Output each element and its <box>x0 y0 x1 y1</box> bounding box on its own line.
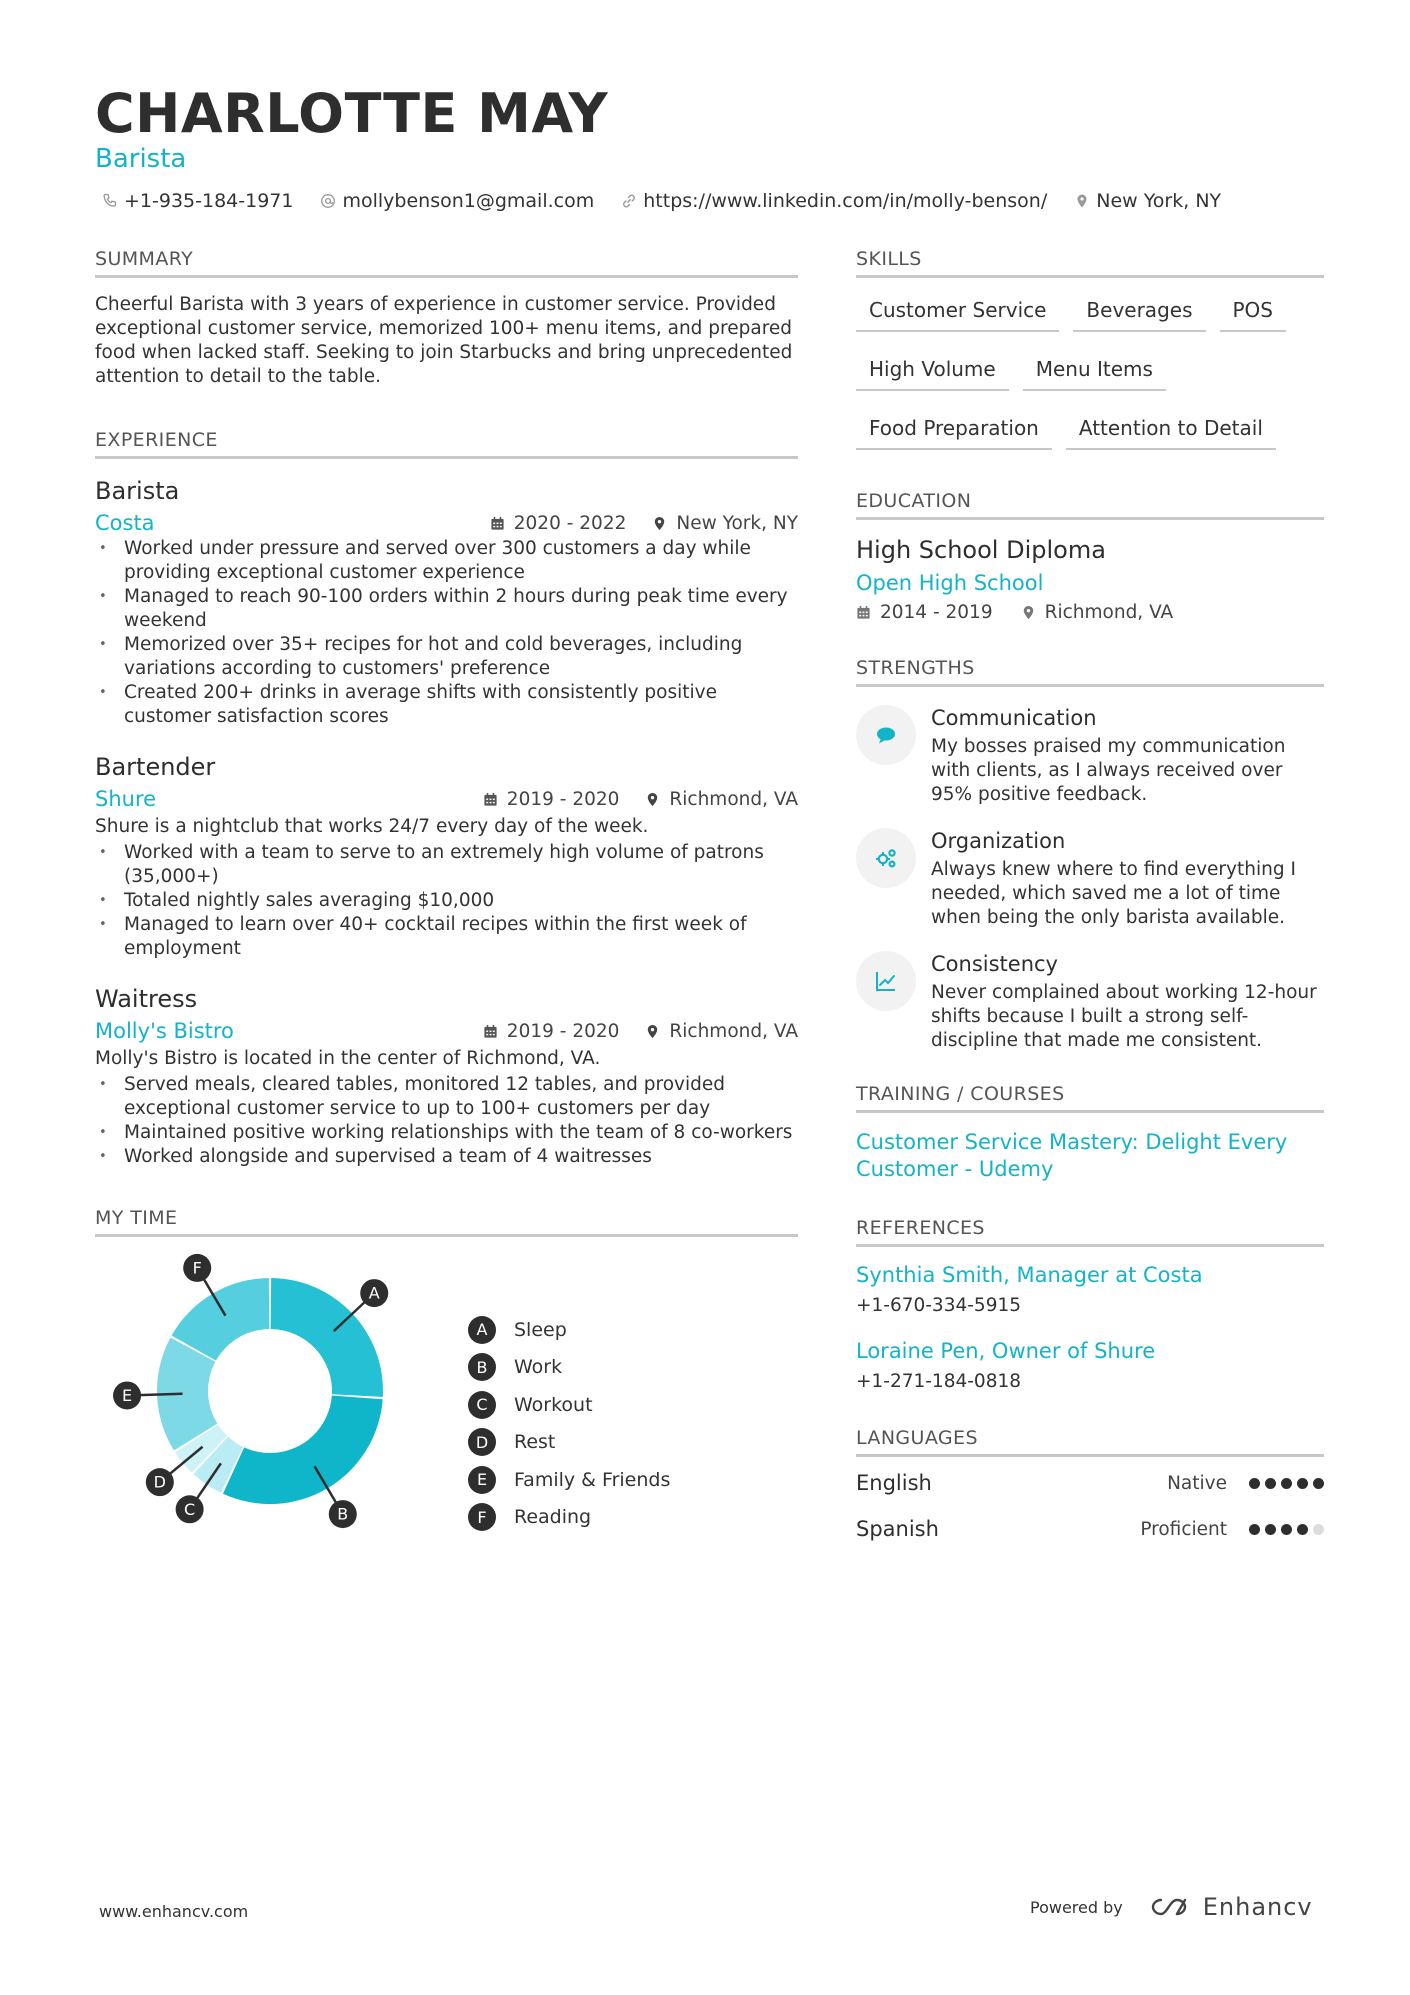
email-text: mollybenson1@gmail.com <box>342 190 595 212</box>
language-level: Proficient <box>1140 1518 1227 1540</box>
legend-letter: C <box>468 1391 496 1419</box>
infinity-logo-icon <box>1149 1896 1195 1918</box>
legend-item <box>468 1386 670 1424</box>
bullet-item: • Served meals, cleared tables, monitored 12 tables, and provided exceptional customer service to up to 100+ customers per day <box>95 1073 798 1121</box>
reference-phone: +1-670-334-5915 <box>856 1295 1022 1316</box>
powered-by-text: Powered by <box>1030 1897 1123 1917</box>
job-dates <box>483 1021 620 1042</box>
language-name: English <box>856 1471 932 1495</box>
education-degree: High School Diploma <box>856 536 1106 564</box>
legend-letter: E <box>468 1466 496 1494</box>
language-proficiency <box>1140 1519 1324 1540</box>
location-pin-icon <box>645 792 660 807</box>
chart-legend <box>468 1311 670 1536</box>
experience-list <box>95 477 798 1169</box>
training-heading: TRAINING / COURSES <box>856 1083 1324 1113</box>
skills-list <box>856 286 1324 463</box>
summary-text: Cheerful Barista with 3 years of experience in customer service. Provided exceptional customer service, memorized 100+ menu items, and prepared food when lacked staff. Seeking to join Starbucks and bring unprecedented attention to detail to the table. <box>95 294 793 387</box>
company-name[interactable]: Shure <box>95 787 157 811</box>
strength-icon-wrap <box>856 828 916 888</box>
strength-description: Always knew where to find everything I needed, which saved me a lot of time when being the only barista available. <box>931 859 1296 928</box>
strength-body <box>931 951 1324 1053</box>
callout-letter: A <box>368 1283 380 1303</box>
rating-dot <box>1249 1478 1260 1489</box>
legend-letter: F <box>468 1503 496 1531</box>
brand-name: Enhancv <box>1202 1893 1313 1921</box>
skill-tag: Customer Service <box>856 286 1059 332</box>
candidate-name: CHARLOTTE MAY <box>95 82 609 145</box>
rating-dot <box>1249 1524 1260 1535</box>
rating-dot <box>1297 1524 1308 1535</box>
bullet-item: • Totaled nightly sales averaging $10,000 <box>95 889 798 913</box>
legend-label: Rest <box>514 1431 556 1454</box>
footer-brand <box>1030 1893 1313 1921</box>
strength-body <box>931 705 1324 807</box>
callout-letter: C <box>184 1499 196 1519</box>
language-proficiency <box>1167 1473 1324 1494</box>
my-time-heading: MY TIME <box>95 1207 798 1237</box>
footer-website[interactable]: www.enhancv.com <box>99 1902 249 1921</box>
job-title: Waitress <box>95 985 198 1013</box>
bullet-item: • Worked with a team to serve to an extremely high volume of patrons (35,000+) <box>95 841 798 889</box>
rating-dots <box>1249 1478 1324 1489</box>
skills-heading: SKILLS <box>856 248 1324 278</box>
legend-item <box>468 1311 670 1349</box>
reference-name[interactable]: Loraine Pen, Owner of Shure <box>856 1339 1156 1363</box>
calendar-icon <box>483 792 498 807</box>
language-level: Native <box>1167 1472 1227 1494</box>
contact-email[interactable] <box>320 190 594 212</box>
job-title: Barista <box>95 477 180 505</box>
job-location <box>645 789 798 810</box>
bullet-item: • Managed to reach 90-100 orders within 2 hours during peak time every weekend <box>95 585 798 633</box>
contact-location <box>1074 190 1221 212</box>
rating-dots <box>1249 1524 1324 1535</box>
legend-label: Family & Friends <box>514 1468 671 1491</box>
skill-tag: High Volume <box>856 345 1009 391</box>
experience-entry <box>95 753 798 961</box>
location-pin-icon <box>652 516 667 531</box>
references-heading: REFERENCES <box>856 1217 1324 1247</box>
job-meta <box>490 513 798 534</box>
languages-list <box>856 1471 1324 1541</box>
legend-item <box>468 1349 670 1387</box>
strength-title: Communication <box>931 706 1097 730</box>
strength-icon-wrap <box>856 951 916 1011</box>
job-meta <box>483 789 798 810</box>
skill-tag: POS <box>1220 286 1287 332</box>
skill-tag: Menu Items <box>1023 345 1166 391</box>
job-location-text: Richmond, VA <box>669 1020 798 1042</box>
legend-item <box>468 1499 670 1537</box>
linkedin-text: https://www.linkedin.com/in/molly-benson/ <box>643 190 1048 212</box>
language-row <box>856 1517 1324 1541</box>
enhancv-logo[interactable] <box>1149 1893 1313 1921</box>
job-bullets <box>95 537 798 729</box>
education-school: Open High School <box>856 571 1044 595</box>
location-pin-icon <box>645 1024 660 1039</box>
contact-phone[interactable] <box>102 190 293 212</box>
bullet-item: • Memorized over 35+ recipes for hot and cold beverages, including variations according to customers' preference <box>95 633 798 681</box>
job-description: Shure is a nightclub that works 24/7 every day of the week. <box>95 816 649 837</box>
rating-dot <box>1297 1478 1308 1489</box>
legend-item <box>468 1424 670 1462</box>
callout-letter: D <box>153 1472 166 1492</box>
course-item[interactable]: Customer Service Mastery: Delight Every Customer - Udemy <box>856 1130 1288 1181</box>
rating-dot <box>1281 1478 1292 1489</box>
education-meta <box>856 602 1324 623</box>
language-row <box>856 1471 1324 1495</box>
skill-tag: Beverages <box>1073 286 1205 332</box>
location-text: New York, NY <box>1096 190 1222 212</box>
legend-letter: D <box>468 1428 496 1456</box>
job-row <box>95 1019 798 1043</box>
contact-linkedin[interactable] <box>621 190 1047 212</box>
callout-letter: B <box>337 1504 349 1524</box>
bullet-item: • Worked under pressure and served over 300 customers a day while providing exceptional customer experience <box>95 537 798 585</box>
job-location <box>652 513 798 534</box>
references-list <box>856 1263 1324 1392</box>
rating-dot <box>1313 1524 1324 1535</box>
phone-text: +1-935-184-1971 <box>124 190 294 212</box>
company-name[interactable]: Molly's Bistro <box>95 1019 234 1043</box>
right-column <box>856 248 1324 1541</box>
callout-letter: F <box>192 1258 202 1278</box>
strengths-list <box>856 705 1324 1053</box>
strength-icon-wrap <box>856 705 916 765</box>
job-bullets <box>95 1073 798 1169</box>
location-pin-icon <box>1021 605 1036 620</box>
reference-phone: +1-271-184-0818 <box>856 1371 1022 1392</box>
rating-dot <box>1281 1524 1292 1535</box>
strength-description: My bosses praised my communication with clients, as I always received over 95% positive feedback. <box>931 736 1286 805</box>
gears-icon <box>873 845 899 871</box>
job-row <box>95 511 798 535</box>
legend-label: Workout <box>514 1393 593 1416</box>
education-location: Richmond, VA <box>1044 602 1174 623</box>
job-location-text: Richmond, VA <box>669 788 798 810</box>
link-icon <box>621 193 637 209</box>
language-name: Spanish <box>856 1517 939 1541</box>
experience-entry <box>95 985 798 1169</box>
job-location <box>645 1021 798 1042</box>
legend-letter: B <box>468 1353 496 1381</box>
rating-dot <box>1265 1524 1276 1535</box>
legend-label: Sleep <box>514 1318 567 1341</box>
bullet-item: • Created 200+ drinks in average shifts with consistently positive customer satisfaction scores <box>95 681 798 729</box>
strength-item <box>856 828 1324 930</box>
my-time-chart <box>95 1247 798 1547</box>
summary-heading: SUMMARY <box>95 248 798 278</box>
legend-item <box>468 1461 670 1499</box>
experience-entry <box>95 477 798 729</box>
languages-heading: LANGUAGES <box>856 1427 1324 1457</box>
skill-tag: Attention to Detail <box>1066 404 1276 450</box>
calendar-icon <box>856 605 871 620</box>
calendar-icon <box>490 516 505 531</box>
job-bullets <box>95 841 798 961</box>
job-dates <box>490 513 627 534</box>
strength-body <box>931 828 1324 930</box>
calendar-icon <box>483 1024 498 1039</box>
reference-name[interactable]: Synthia Smith, Manager at Costa <box>856 1263 1203 1287</box>
contact-bar <box>102 190 1221 212</box>
legend-label: Reading <box>514 1506 592 1529</box>
job-location-text: New York, NY <box>676 512 798 534</box>
company-name[interactable]: Costa <box>95 511 155 535</box>
education-dates: 2014 - 2019 <box>880 602 993 623</box>
strength-item <box>856 951 1324 1053</box>
donut-slice-b <box>223 1396 383 1504</box>
speech-bubble-icon <box>873 722 899 748</box>
left-column <box>95 248 798 1547</box>
job-dates-text: 2019 - 2020 <box>506 1020 620 1042</box>
legend-letter: A <box>468 1316 496 1344</box>
location-pin-icon <box>1074 193 1090 209</box>
candidate-role: Barista <box>95 144 187 174</box>
job-title: Bartender <box>95 753 216 781</box>
job-dates <box>483 789 620 810</box>
experience-heading: EXPERIENCE <box>95 429 798 459</box>
job-meta <box>483 1021 798 1042</box>
callout-letter: E <box>122 1385 133 1405</box>
job-row <box>95 787 798 811</box>
bullet-item: • Worked alongside and supervised a team of 4 waitresses <box>95 1145 798 1169</box>
legend-label: Work <box>514 1356 563 1379</box>
donut-chart <box>95 1247 435 1547</box>
rating-dot <box>1265 1478 1276 1489</box>
job-dates-text: 2019 - 2020 <box>506 788 620 810</box>
strengths-heading: STRENGTHS <box>856 657 1324 687</box>
line-chart-icon <box>873 968 899 994</box>
education-heading: EDUCATION <box>856 490 1324 520</box>
rating-dot <box>1313 1478 1324 1489</box>
strength-title: Consistency <box>931 952 1058 976</box>
job-description: Molly's Bistro is located in the center of Richmond, VA. <box>95 1048 601 1069</box>
phone-icon <box>102 193 118 209</box>
job-dates-text: 2020 - 2022 <box>513 512 627 534</box>
at-icon <box>320 193 336 209</box>
bullet-item: • Maintained positive working relationships with the team of 8 co-workers <box>95 1121 798 1145</box>
skill-tag: Food Preparation <box>856 404 1052 450</box>
strength-title: Organization <box>931 829 1066 853</box>
strength-item <box>856 705 1324 807</box>
bullet-item: • Managed to learn over 40+ cocktail recipes within the first week of employment <box>95 913 798 961</box>
strength-description: Never complained about working 12-hour shifts because I built a strong self-discipline that made me consistent. <box>931 982 1317 1051</box>
